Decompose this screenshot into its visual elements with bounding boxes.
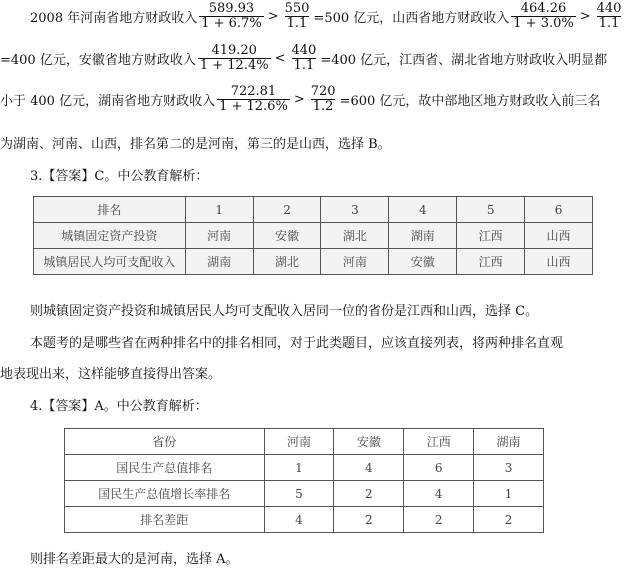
table-cell: 1 [185, 197, 253, 223]
denominator: 1.1 [293, 58, 315, 73]
table-cell: 2 [404, 507, 474, 533]
operator: > [293, 92, 305, 107]
table-cell: 2 [334, 481, 404, 507]
table-cell: 4 [334, 455, 404, 481]
table-cell: 安徽 [253, 223, 321, 249]
table-cell: 6 [525, 197, 593, 223]
fraction [199, 2, 263, 31]
numerator: 550 [284, 1, 310, 16]
fraction [309, 85, 338, 114]
table-cell: 排名差距 [65, 507, 265, 533]
table-cell: 湖南 [474, 429, 544, 455]
numerator: 440 [291, 43, 317, 58]
operator: > [267, 9, 279, 24]
table-row [65, 481, 544, 507]
denominator: 1 + 6.7% [201, 16, 262, 31]
table-cell: 安徽 [334, 429, 404, 455]
table-cell: 河南 [185, 223, 253, 249]
denominator: 1 + 3.0% [513, 16, 574, 31]
table-cell: 3 [321, 197, 389, 223]
denominator: 1.1 [286, 16, 308, 31]
table-header-row [34, 197, 593, 223]
table-row [34, 249, 593, 275]
q3-explanation-line1: 本题考的是哪些省在两种排名中的排名相同，对于此类题目，应该直接列表，将两种排名直观 [30, 336, 564, 351]
text-segment: 小于 400 亿元，湖南省地方财政收入 [0, 94, 216, 109]
table-cell: 山西 [525, 249, 593, 275]
para1-line1 [30, 2, 625, 31]
table-cell: 国民生产总值增长率排名 [65, 481, 265, 507]
numerator: 720 [310, 84, 336, 99]
table-header-row [65, 429, 544, 455]
numerator: 722.81 [230, 84, 277, 99]
table-cell: 国民生产总值排名 [65, 455, 265, 481]
fraction [595, 2, 624, 31]
table-cell: 湖北 [253, 249, 321, 275]
table-cell: 江西 [404, 429, 474, 455]
q4-conclusion: 则排名差距最大的是河南，选择 A。 [30, 552, 239, 567]
denominator: 1 + 12.6% [219, 99, 288, 114]
denominator: 1.1 [598, 16, 620, 31]
q3-explanation-line2: 地表现出来，这样能够直接得出答案。 [0, 367, 222, 382]
text-segment: =600 亿元，故中部地区地方财政收入前三名 [339, 94, 601, 109]
q4-ranking-table [64, 428, 544, 533]
table-cell: 省份 [65, 429, 265, 455]
denominator: 1.2 [312, 99, 334, 114]
fraction [283, 2, 312, 31]
para1-line3 [0, 85, 600, 114]
table-cell: 3 [474, 455, 544, 481]
fraction [217, 85, 290, 114]
q3-conclusion: 则城镇固定资产投资和城镇居民人均可支配收入居同一位的省份是江西和山西，选择 C。 [30, 304, 539, 319]
text-segment: =400 亿元，安徽省地方财政收入 [0, 53, 196, 68]
para1-line4: 为湖南、河南、山西，排名第二的是河南，第三的是山西，选择 B。 [0, 137, 391, 152]
q3-answer-header: 3.【答案】C。中公教育解析： [30, 169, 209, 184]
numerator: 419.20 [211, 43, 257, 58]
table-cell: 安徽 [389, 249, 457, 275]
denominator: 1 + 12.4% [199, 58, 269, 73]
table-cell: 城镇固定资产投资 [34, 223, 186, 249]
table-cell: 5 [264, 481, 334, 507]
fraction [511, 2, 575, 31]
table-cell: 河南 [264, 429, 334, 455]
table-cell: 城镇居民人均可支配收入 [34, 249, 186, 275]
fraction [198, 44, 271, 73]
text-segment: 2008 年河南省地方财政收入 [30, 11, 198, 26]
q4-answer-header: 4.【答案】A。中公教育解析： [30, 399, 208, 414]
table-row [65, 507, 544, 533]
para1-line2 [0, 44, 607, 73]
operator: > [579, 9, 591, 24]
table-cell: 4 [264, 507, 334, 533]
table-cell: 2 [253, 197, 321, 223]
table-cell: 排名 [34, 197, 186, 223]
text-segment: =400 亿元，江西省、湖北省地方财政收入明显都 [320, 53, 608, 68]
fraction [289, 44, 318, 73]
table-cell: 江西 [457, 249, 525, 275]
table-cell: 湖南 [185, 249, 253, 275]
table-cell: 4 [389, 197, 457, 223]
table-cell: 山西 [525, 223, 593, 249]
table-cell: 2 [474, 507, 544, 533]
table-cell: 5 [457, 197, 525, 223]
numerator: 464.26 [520, 1, 567, 16]
numerator: 440 [596, 1, 622, 16]
table-cell: 4 [404, 481, 474, 507]
q3-ranking-table [33, 196, 593, 275]
table-row [65, 455, 544, 481]
table-cell: 1 [264, 455, 334, 481]
operator: < [274, 51, 286, 66]
table-row [34, 223, 593, 249]
table-cell: 6 [404, 455, 474, 481]
table-cell: 湖北 [321, 223, 389, 249]
table-cell: 1 [474, 481, 544, 507]
numerator: 589.93 [208, 1, 255, 16]
table-cell: 2 [334, 507, 404, 533]
table-cell: 河南 [321, 249, 389, 275]
table-cell: 湖南 [389, 223, 457, 249]
table-cell: 江西 [457, 223, 525, 249]
text-segment: =500 亿元，山西省地方财政收入 [313, 11, 510, 26]
